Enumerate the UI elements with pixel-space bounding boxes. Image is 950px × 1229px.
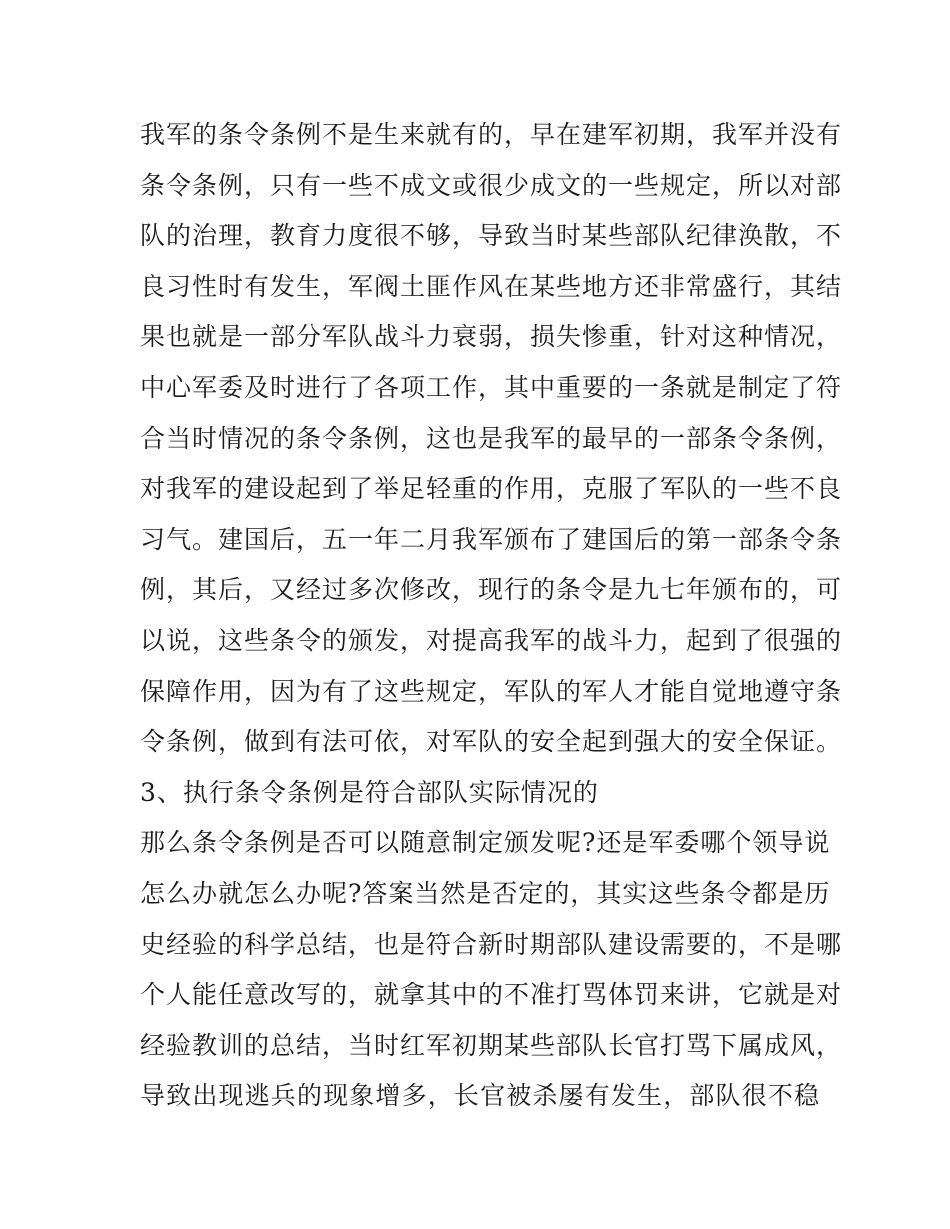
text-line: 怎么办就怎么办呢?答案当然是否定的，其实这些条令都是历 [140, 878, 831, 908]
text-line: 对我军的建设起到了举足轻重的作用，克服了军队的一些不良 [140, 474, 843, 504]
text-line: 良习性时有发生，军阀土匪作风在某些地方还非常盛行，其结 [140, 271, 843, 301]
text-line: 果也就是一部分军队战斗力衰弱，损失惨重，针对这种情况， [140, 322, 843, 352]
text-line: 导致出现逃兵的现象增多，长官被杀屡有发生，部队很不稳 [140, 1081, 820, 1111]
text-line: 我军的条令条例不是生来就有的，早在建军初期，我军并没有 [140, 120, 843, 149]
text-line: 经验教训的总结，当时红军初期某些部队长官打骂下属成风， [140, 1030, 843, 1060]
text-line: 史经验的科学总结，也是符合新时期部队建设需要的，不是哪 [140, 929, 843, 959]
text-line: 以说，这些条令的颁发，对提高我军的战斗力，起到了很强的 [140, 625, 843, 655]
text-line: 例，其后，又经过多次修改，现行的条令是九七年颁布的，可 [140, 575, 843, 605]
text-line: 条令条例，只有一些不成文或很少成文的一些规定，所以对部 [140, 170, 843, 200]
section-heading: 3、执行条令条例是符合部队实际情况的 [140, 777, 599, 807]
body-text [140, 110, 843, 1122]
text-line: 保障作用，因为有了这些规定，军队的军人才能自觉地遵守条 [140, 676, 843, 706]
text-line: 个人能任意改写的，就拿其中的不准打骂体罚来讲，它就是对 [140, 980, 843, 1010]
text-line: 那么条令条例是否可以随意制定颁发呢?还是军委哪个领导说 [140, 828, 831, 858]
text-line: 中心军委及时进行了各项工作，其中重要的一条就是制定了符 [140, 372, 843, 402]
text-line: 习气。建国后，五一年二月我军颁布了建国后的第一部条令条 [140, 524, 843, 554]
text-line: 合当时情况的条令条例，这也是我军的最早的一部条令条例， [140, 423, 843, 453]
text-line: 队的治理，教育力度很不够，导致当时某些部队纪律涣散，不 [140, 221, 843, 251]
text-line: 令条例，做到有法可依，对军队的安全起到强大的安全保证。 [140, 727, 843, 757]
